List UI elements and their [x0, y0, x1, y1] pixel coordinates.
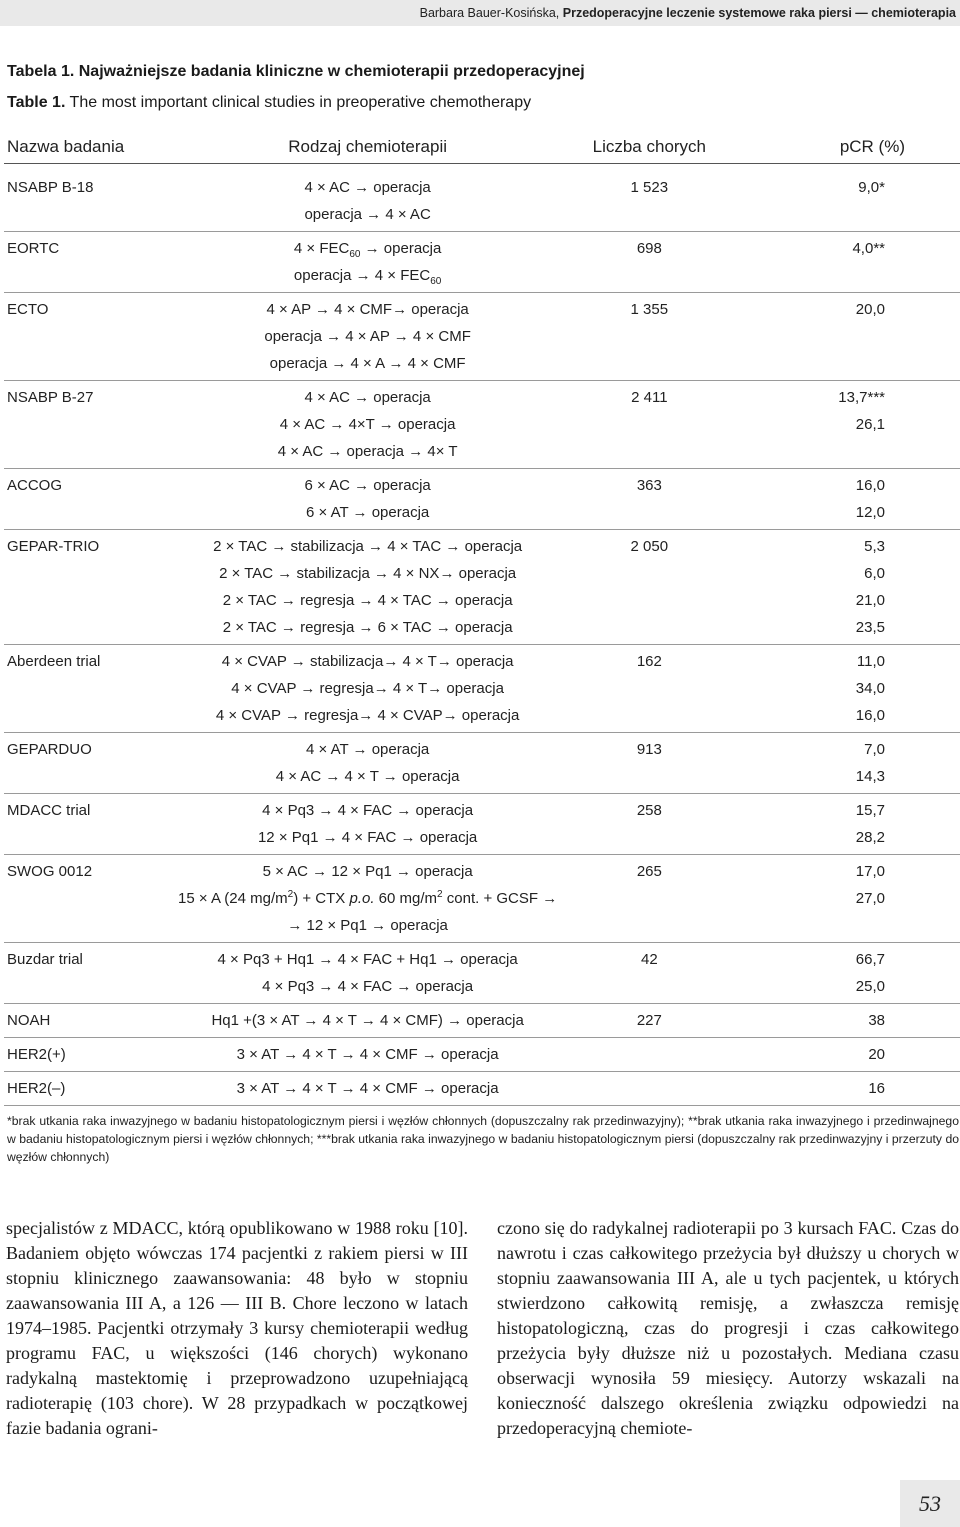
chemo-regimen-cell: [172, 1038, 564, 1072]
chemo-regimen-cell: [172, 645, 564, 733]
chemo-regimen-line: → 12 × Pq1 → operacja: [287, 917, 448, 934]
chemo-regimen-cell: [172, 232, 564, 293]
chemo-regimen-line: 4 × AC → operacja: [304, 389, 431, 406]
patient-count-cell: 265: [564, 855, 736, 943]
chemo-regimen-line: 3 × AT → 4 × T → 4 × CMF → operacja: [236, 1046, 499, 1063]
chemo-regimen-line: Hq1 +(3 × AT → 4 × T → 4 × CMF) → operacja: [211, 1012, 524, 1029]
table-row: [4, 530, 960, 645]
study-name-cell: ACCOG: [4, 469, 172, 530]
table-row: [4, 1004, 960, 1038]
caption-en-text: The most important clinical studies in preoperative chemotherapy: [69, 94, 532, 111]
chemo-regimen-line: 4 × AC → 4×T → operacja: [279, 416, 456, 433]
pcr-value: 4,0**: [852, 240, 885, 257]
study-name-cell: ECTO: [4, 293, 172, 381]
running-head-author: Barbara Bauer-Kosińska,: [419, 6, 560, 20]
pcr-value: 5,3: [864, 538, 885, 555]
patient-count-cell: 1 523: [564, 164, 736, 232]
chemo-regimen-cell: [172, 1072, 564, 1106]
header-patient-count: Liczba chorych: [564, 130, 736, 164]
pcr-value: 15,7: [855, 802, 885, 819]
pcr-value: 17,0: [855, 863, 885, 880]
page-number: 53: [900, 1480, 960, 1527]
pcr-value: 28,2: [855, 829, 885, 846]
chemo-regimen-line: 12 × Pq1 → 4 × FAC → operacja: [257, 829, 478, 846]
study-name-cell: GEPAR-TRIO: [4, 530, 172, 645]
caption-pl-label: Tabela 1.: [7, 63, 75, 80]
patient-count-cell: 363: [564, 469, 736, 530]
chemo-regimen-cell: [172, 530, 564, 645]
pcr-cell: [735, 293, 960, 381]
chemo-regimen-cell: [172, 469, 564, 530]
table-row: [4, 381, 960, 469]
header-pcr: pCR (%): [735, 130, 960, 164]
pcr-cell: [735, 794, 960, 855]
chemo-regimen-line: 3 × AT → 4 × T → 4 × CMF → operacja: [236, 1080, 499, 1097]
pcr-value: 14,3: [855, 768, 885, 785]
table-header-row: [4, 130, 960, 164]
study-name-cell: HER2(–): [4, 1072, 172, 1106]
chemo-regimen-cell: [172, 733, 564, 794]
study-name-cell: Buzdar trial: [4, 943, 172, 1004]
pcr-cell: [735, 1038, 960, 1072]
pcr-value: 21,0: [855, 592, 885, 609]
pcr-value: 16: [868, 1080, 885, 1097]
study-name-cell: HER2(+): [4, 1038, 172, 1072]
chemo-regimen-line: 4 × Pq3 → 4 × FAC → operacja: [262, 978, 474, 995]
table-caption-pl: [7, 63, 585, 81]
pcr-value: 66,7: [855, 951, 885, 968]
chemo-regimen-line: 4 × CVAP → stabilizacja→ 4 × T→ operacja: [221, 653, 514, 670]
pcr-value: 25,0: [855, 978, 885, 995]
table-row: [4, 733, 960, 794]
chemo-regimen-line: 4 × Pq3 + Hq1 → 4 × FAC + Hq1 → operacja: [217, 951, 518, 968]
pcr-cell: [735, 1072, 960, 1106]
chemo-regimen-line: 4 × AC → operacja → 4× T: [277, 443, 458, 460]
patient-count-cell: 2 411: [564, 381, 736, 469]
caption-pl-text: Najważniejsze badania kliniczne w chemioterapii przedoperacyjnej: [78, 63, 585, 80]
chemo-regimen-cell: [172, 943, 564, 1004]
running-head: [0, 0, 960, 26]
chemo-regimen-line: operacja → 4 × A → 4 × CMF: [269, 355, 466, 372]
pcr-value: 6,0: [864, 565, 885, 582]
table-caption-en: [7, 94, 531, 112]
pcr-value: 12,0: [855, 504, 885, 521]
running-head-title: Przedoperacyjne leczenie systemowe raka piersi — chemioterapia: [562, 6, 956, 20]
header-study-name: Nazwa badania: [4, 130, 172, 164]
pcr-value: 16,0: [855, 707, 885, 724]
chemo-regimen-line: operacja → 4 × AC: [304, 206, 431, 223]
chemo-regimen-line: 4 × AC → operacja: [304, 179, 431, 196]
table-row: [4, 164, 960, 232]
study-name-cell: NSABP B-18: [4, 164, 172, 232]
chemo-regimen-line: 6 × AT → operacja: [305, 504, 430, 521]
chemo-regimen-cell: [172, 164, 564, 232]
chemo-regimen-line: 4 × AC → 4 × T → operacja: [275, 768, 460, 785]
pcr-cell: [735, 381, 960, 469]
patient-count-cell: 227: [564, 1004, 736, 1038]
header-chemo-type: Rodzaj chemioterapii: [172, 130, 564, 164]
pcr-cell: [735, 164, 960, 232]
study-name-cell: SWOG 0012: [4, 855, 172, 943]
body-text-left-column: specjalistów z MDACC, którą opublikowano w 1988 roku [10]. Badaniem objęto wówczas 174 pacjentki z rakiem piersi w III stopniu klinicznego zaawansowania: 48 było w stopniu zaawansowania III A, a 126 — III B. Chore leczono w latach 1974–1985. Pacjentki otrzymały 3 kursy chemioterapii według programu FAC, u większości (146 chorych) wykonano radykalną mastektomię i przeprowadzono uzupełniającą radioterapię (103 chore). W 28 przypadkach w początkowej fazie badania ograni-: [6, 1218, 468, 1438]
pcr-cell: [735, 1004, 960, 1038]
study-name-cell: GEPARDUO: [4, 733, 172, 794]
study-name-cell: EORTC: [4, 232, 172, 293]
pcr-cell: [735, 645, 960, 733]
patient-count-cell: 698: [564, 232, 736, 293]
patient-count-cell: [564, 1072, 736, 1106]
patient-count-cell: 1 355: [564, 293, 736, 381]
chemo-regimen-line: 4 × AP → 4 × CMF→ operacja: [266, 301, 469, 318]
table-row: [4, 1038, 960, 1072]
chemo-regimen-cell: [172, 293, 564, 381]
pcr-value: 7,0: [864, 741, 885, 758]
pcr-value: 27,0: [855, 890, 885, 907]
chemo-regimen-line: $4 \times FEC_{60}$ → operacja: [293, 240, 442, 260]
chemo-regimen-line: 2 × TAC → stabilizacja → 4 × NX→ operacja: [219, 565, 517, 582]
pcr-value: 16,0: [855, 477, 885, 494]
patient-count-cell: 42: [564, 943, 736, 1004]
pcr-value: 34,0: [855, 680, 885, 697]
chemo-regimen-line: 4 × AT → operacja: [305, 741, 430, 758]
chemo-regimen-cell: [172, 794, 564, 855]
chemo-regimen-line: 2 × TAC → stabilizacja → 4 × TAC → operacja: [213, 538, 523, 555]
study-name-cell: Aberdeen trial: [4, 645, 172, 733]
chemo-regimen-line: operacja → $4 \times FEC_{60}$: [293, 267, 442, 287]
chemo-regimen-cell: [172, 855, 564, 943]
pcr-cell: [735, 855, 960, 943]
chemo-regimen-line: 2 × TAC → regresja → 4 × TAC → operacja: [222, 592, 513, 609]
pcr-value: 38: [868, 1012, 885, 1029]
table-row: [4, 293, 960, 381]
table-body: [4, 164, 960, 1106]
study-name-cell: NOAH: [4, 1004, 172, 1038]
chemo-regimen-line: 2 × TAC → regresja → 6 × TAC → operacja: [222, 619, 513, 636]
table-row: [4, 469, 960, 530]
table-row: [4, 1072, 960, 1106]
chemo-regimen-line: 5 × AC → 12 × Pq1 → operacja: [262, 863, 473, 880]
pcr-value: 20: [868, 1046, 885, 1063]
caption-en-label: Table 1.: [7, 94, 66, 111]
chemo-regimen-line: 6 × AC → operacja: [304, 477, 431, 494]
pcr-cell: [735, 530, 960, 645]
chemo-regimen-line: 4 × Pq3 → 4 × FAC → operacja: [262, 802, 474, 819]
chemo-regimen-line: 15 × A (24 $mg/m^2$) + CTX p.o. 60 $mg/m^2$ cont. + GCSF →: [178, 889, 558, 907]
table-row: [4, 855, 960, 943]
pcr-value: 23,5: [855, 619, 885, 636]
pcr-value: 9,0*: [858, 179, 885, 196]
study-name-cell: MDACC trial: [4, 794, 172, 855]
pcr-cell: [735, 733, 960, 794]
pcr-cell: [735, 469, 960, 530]
patient-count-cell: [564, 1038, 736, 1072]
studies-table: [4, 130, 960, 1106]
patient-count-cell: 162: [564, 645, 736, 733]
patient-count-cell: 2 050: [564, 530, 736, 645]
pcr-value: 11,0: [856, 653, 885, 670]
pcr-value: 20,0: [855, 301, 885, 318]
table-row: [4, 943, 960, 1004]
table-row: [4, 794, 960, 855]
chemo-regimen-line: operacja → 4 × AP → 4 × CMF: [264, 328, 471, 345]
chemo-regimen-line: 4 × CVAP → regresja→ 4 × CVAP→ operacja: [215, 707, 520, 724]
table-row: [4, 645, 960, 733]
study-name-cell: NSABP B-27: [4, 381, 172, 469]
pcr-value: 26,1: [855, 416, 885, 433]
table-row: [4, 232, 960, 293]
pcr-cell: [735, 232, 960, 293]
patient-count-cell: 913: [564, 733, 736, 794]
body-text-right-column: czono się do radykalnej radioterapii po 3 kursach FAC. Czas do nawrotu i czas całkowitego przeżycia był dłuższy u chorych w stopniu zaawansowania III A, ale u tych pacjentek, u których stwierdzono całkowitą remisję, a zwłaszcza remisję histopatologiczną, czas do progresji i czas całkowitego przeżycia były dłuższe niż u pozostałych. Mediana czasu obserwacji wynosiła 59 miesięcy. Autorzy wskazali na konieczność dalszego określenia związku odpowiedzi na przedoperacyjną chemiote-: [497, 1218, 959, 1438]
pcr-cell: [735, 943, 960, 1004]
chemo-regimen-cell: [172, 381, 564, 469]
table-footnote: *brak utkania raka inwazyjnego w badaniu histopatologicznym piersi i węzłów chłonnych (dopuszczalny rak przedinwazyjny); **brak utkania raka inwazyjnego i przedinwajnego w badaniu histopatologicznym piersi i węzłów chłonnych; ***brak utkania raka inwazyjnego w badaniu histopatologicznym piersi (dopuszczalny rak przedinwazyjny i przerzuty do węzłów chłonnych): [7, 1114, 959, 1164]
chemo-regimen-cell: [172, 1004, 564, 1038]
pcr-value: 13,7***: [838, 389, 885, 406]
patient-count-cell: 258: [564, 794, 736, 855]
chemo-regimen-line: 4 × CVAP → regresja→ 4 × T→ operacja: [231, 680, 504, 697]
